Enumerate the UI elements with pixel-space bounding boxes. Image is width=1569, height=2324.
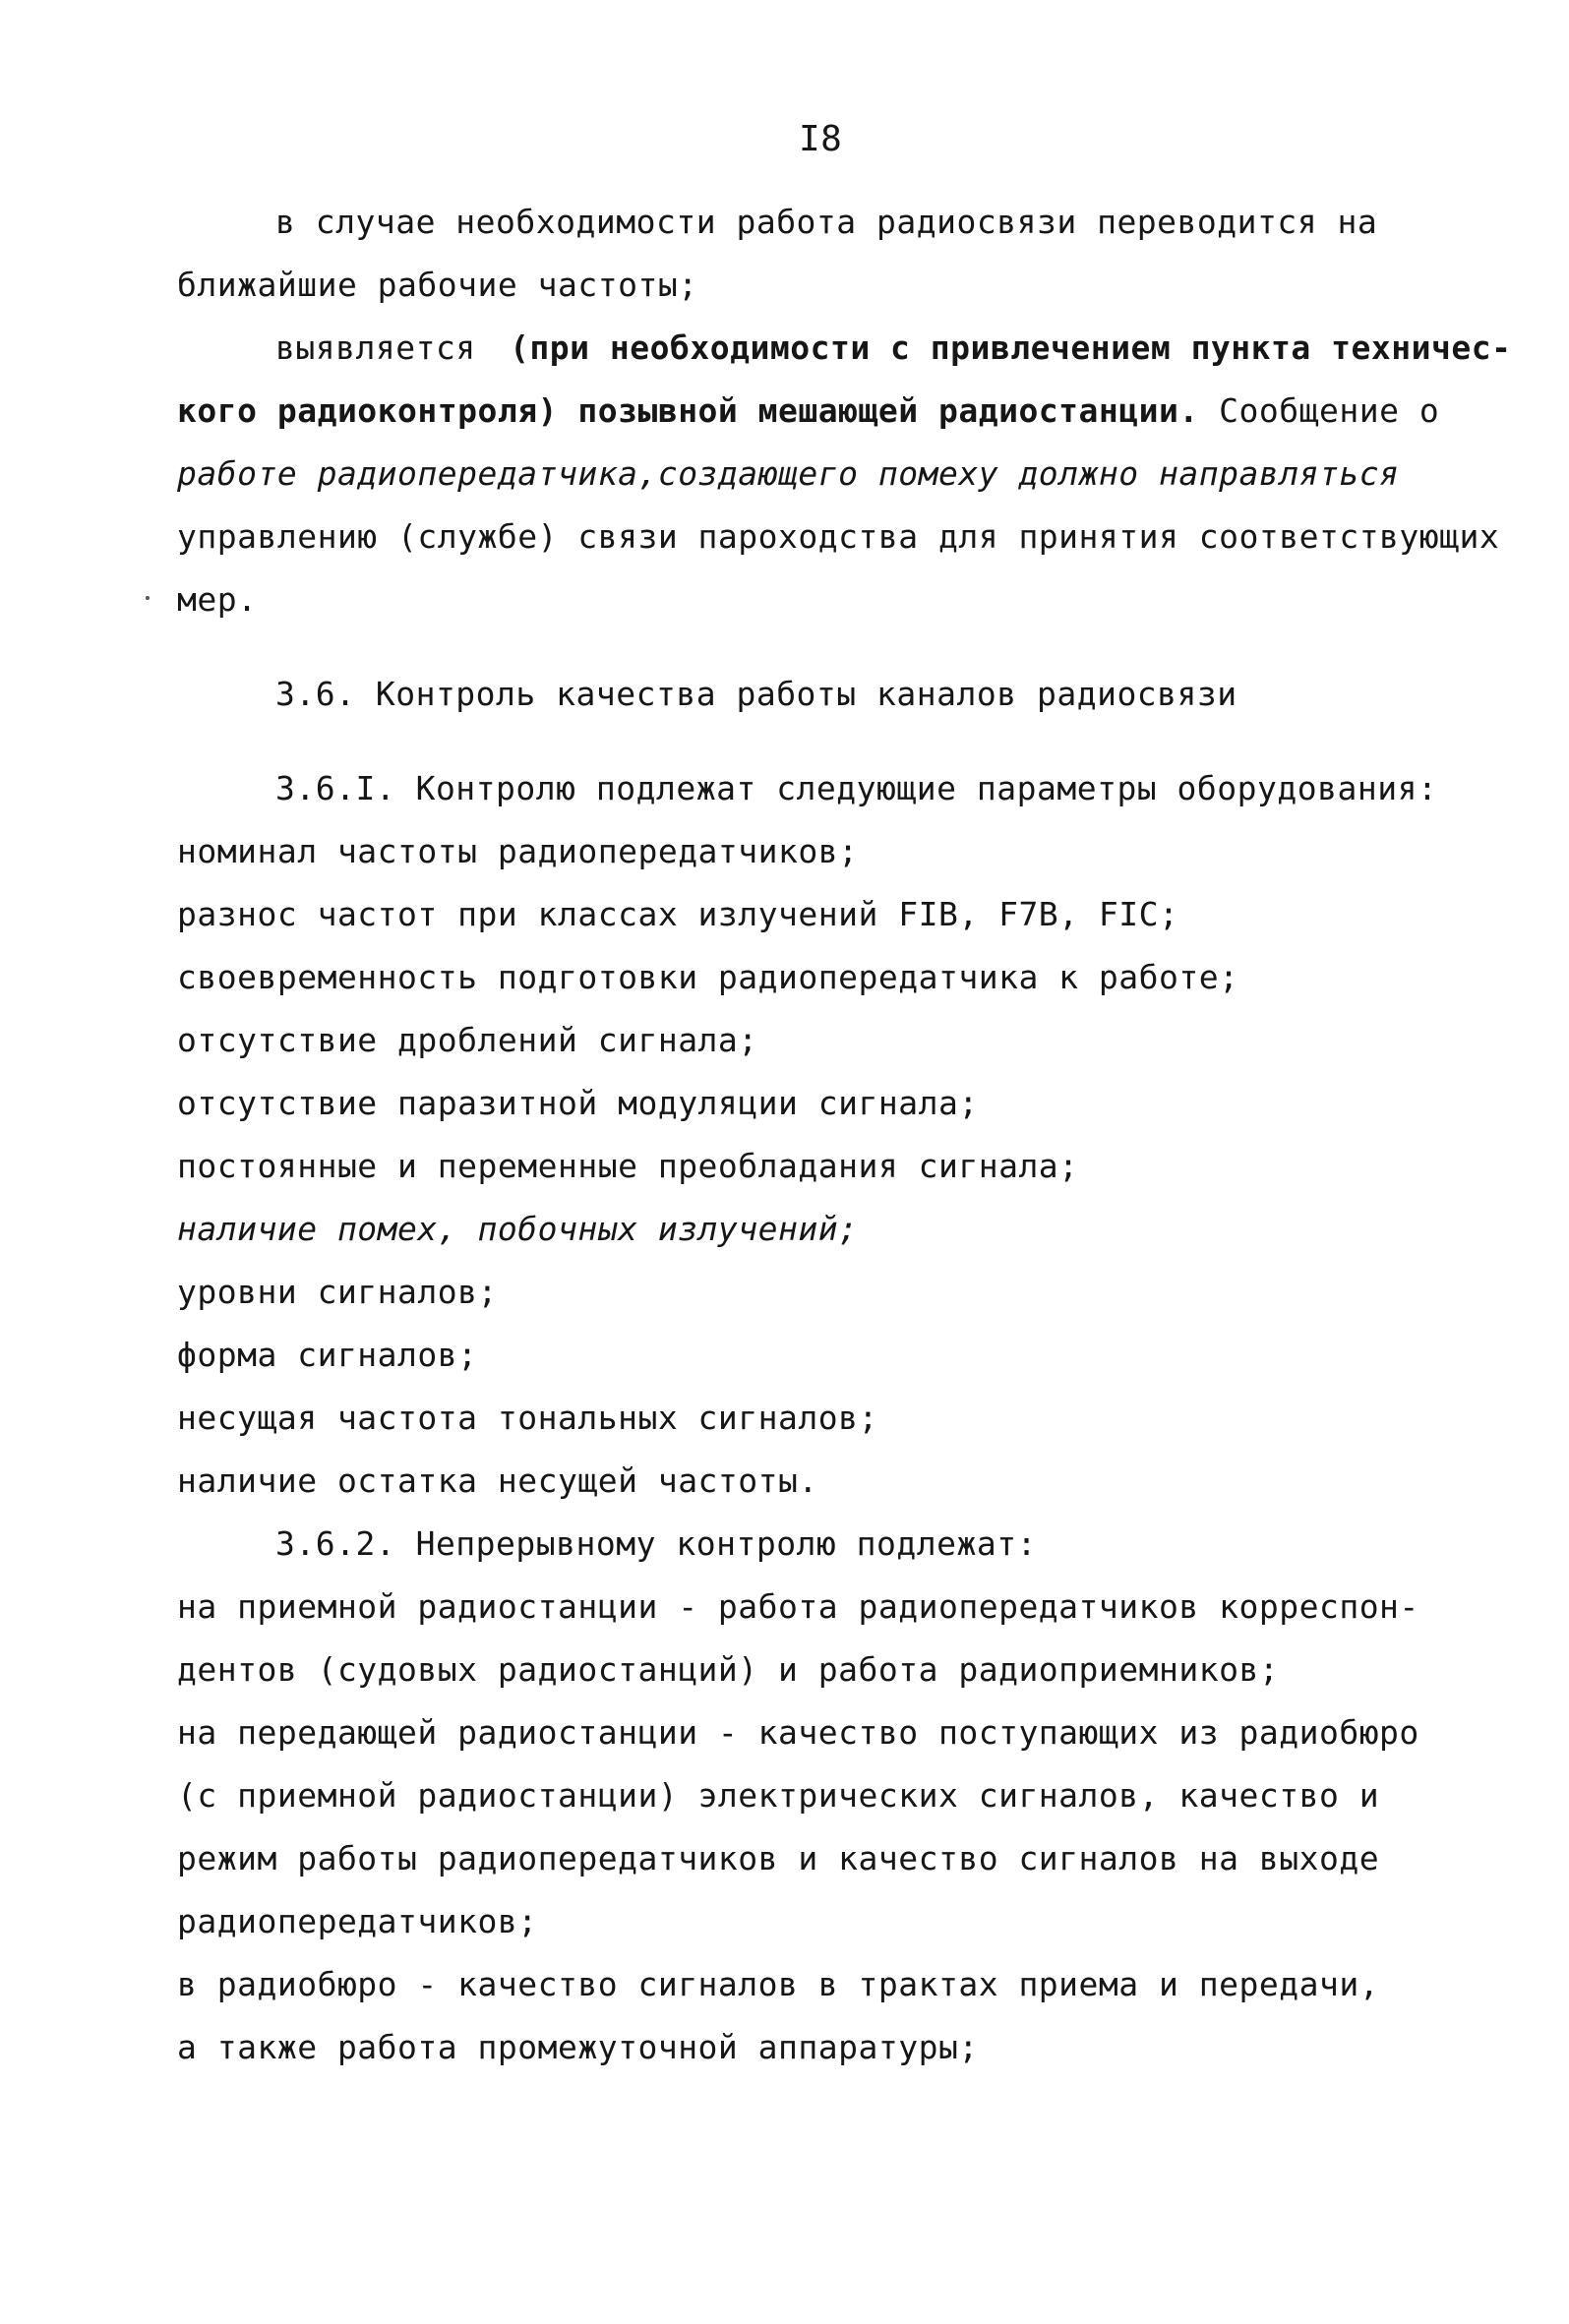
page-number: I8	[799, 119, 843, 159]
list-item: номинал частоты радиопередатчиков;	[177, 832, 859, 870]
text-line: режим работы радиопередатчиков и качество сигналов на выходе	[177, 1839, 1380, 1877]
para2-line1-b: (при необходимости с привлечением пункта техничес-	[510, 328, 1512, 367]
section-heading: 3.6. Контроль качества работы каналов радиосвязи	[275, 675, 1237, 713]
text-line: дентов (судовых радиостанций) и работа радиоприемников;	[177, 1650, 1280, 1689]
para2-line2-b: Сообщение о	[1219, 391, 1440, 430]
list-item: отсутствие дроблений сигнала;	[177, 1021, 758, 1059]
list-item: своевременность подготовки радиопередатчика к работе;	[177, 958, 1239, 996]
text-line: в радиобюро - качество сигналов в трактах приема и передачи,	[177, 1965, 1380, 2003]
para1-line2: ближайшие рабочие частоты;	[177, 266, 698, 304]
text-line: (с приемной радиостанции) электрических сигналов, качество и	[177, 1776, 1380, 1815]
list-item: несущая частота тональных сигналов;	[177, 1399, 878, 1437]
text-line: радиопередатчиков;	[177, 1902, 538, 1940]
text-line: на передающей радиостанции - качество поступающих из радиобюро	[177, 1713, 1419, 1752]
para2-line1	[275, 328, 1512, 367]
section-362-intro: 3.6.2. Непрерывному контролю подлежат:	[275, 1524, 1037, 1563]
list-item: уровни сигналов;	[177, 1273, 498, 1311]
list-item: наличие помех, побочных излучений;	[177, 1210, 859, 1248]
para2-line2-a: кого радиоконтроля) позывной мешающей радиостанции.	[177, 391, 1199, 430]
para2-line3: работе радиопередатчика,создающего помеху должно направляться	[177, 454, 1400, 493]
list-item: наличие остатка несущей частоты.	[177, 1461, 818, 1500]
para2-line2	[177, 391, 1440, 430]
para2-line4: управлению (службе) связи пароходства для принятия соответствующих	[177, 517, 1500, 556]
para1-line1: в случае необходимости работа радиосвязи переводится на	[275, 203, 1378, 241]
scan-speck	[146, 596, 150, 600]
list-item: отсутствие паразитной модуляции сигнала;	[177, 1084, 979, 1122]
para2-line5: мер.	[177, 580, 258, 619]
list-item: разнос частот при классах излучений FIB, F7B, FIC;	[177, 895, 1179, 933]
list-item: постоянные и переменные преобладания сигнала;	[177, 1147, 1079, 1185]
para2-line1-a: выявляется	[275, 328, 476, 367]
text-line: а также работа промежуточной аппаратуры;	[177, 2028, 979, 2066]
list-item: форма сигналов;	[177, 1336, 478, 1374]
section-361-intro: 3.6.I. Контролю подлежат следующие параметры оборудования:	[275, 769, 1438, 807]
text-line: на приемной радиостанции - работа радиопередатчиков корреспон-	[177, 1587, 1419, 1626]
